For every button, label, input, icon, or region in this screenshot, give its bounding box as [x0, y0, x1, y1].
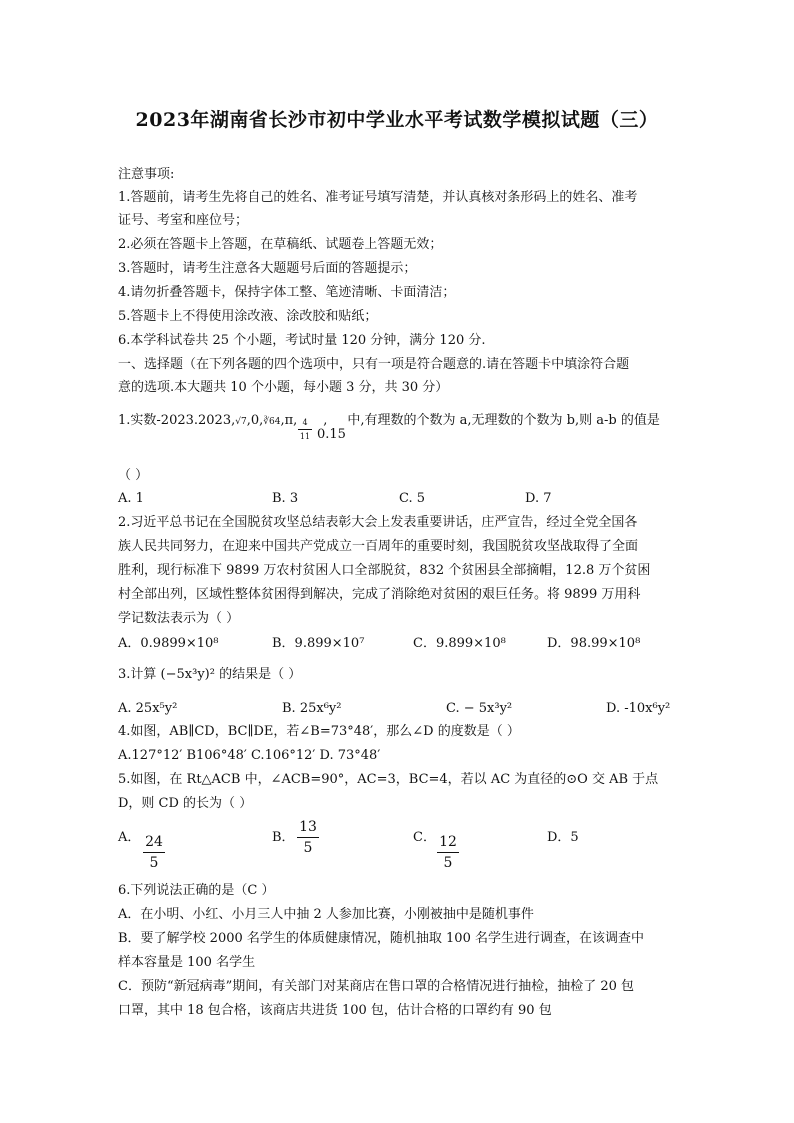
notice-item: 6.本学科试卷共 25 个小题，考试时量 120 分钟，满分 120 分. — [118, 333, 486, 348]
q6-line: B．要了解学校 2000 名学生的体质健康情况，随机抽取 100 名学生进行调查，在该调查中 — [118, 931, 644, 946]
q2-line: 族人民共同努力，在迎来中国共产党成立一百周年的重要时刻，我国脱贫攻坚战取得了全面 — [118, 539, 639, 554]
q3-option-a: A. 25x⁵y² — [118, 701, 178, 716]
q6-line: 6.下列说法正确的是（C ） — [118, 883, 275, 898]
q5-option-a-label: A． — [118, 830, 141, 845]
q2-line: 学记数法表示为（ ） — [118, 611, 240, 626]
q1-option-d: D. 7 — [525, 491, 552, 506]
q5-c-den: 5 — [443, 855, 453, 871]
notice-item: 证号、考室和座位号； — [118, 213, 249, 228]
q1-text-e: 中,有理数的个数为 a,无理数的个数为 b,则 a-b 的值是 — [347, 413, 660, 428]
q2-line: 胜利，现行标准下 9899 万农村贫困人口全部脱贫，832 个贫困县全部摘帽，12.8 万个贫困 — [118, 563, 651, 578]
q3-option-d: D. -10x⁶y² — [606, 701, 671, 716]
q1-frac-num: 4 — [302, 418, 308, 427]
q6-line: A．在小明、小红、小月三人中抽 2 人参加比赛，小刚被抽中是随机事件 — [118, 907, 534, 922]
question-1-line — [118, 412, 678, 431]
q2-option-c: C．9.899×10⁸ — [413, 636, 506, 651]
q5-option-a-fraction — [143, 834, 165, 871]
q1-option-a: A. 1 — [118, 491, 144, 506]
q3-option-b: B. 25x⁶y² — [282, 701, 342, 716]
q6-line: 样本容量是 100 名学生 — [118, 955, 256, 970]
q1-fraction — [298, 418, 312, 441]
q5-option-b-fraction — [297, 819, 319, 856]
q5-a-num: 24 — [145, 834, 163, 850]
q1-text-c: ,π, — [280, 413, 298, 428]
notice-item: 2.必须在答题卡上答题，在草稿纸、试题卷上答题无效； — [118, 237, 443, 252]
q5-option-b-label: B． — [272, 830, 295, 845]
q1-sqrt7: √7 — [235, 417, 247, 427]
q1-cbrt64: ∛64 — [263, 417, 281, 427]
q5-c-num: 12 — [439, 834, 457, 850]
notice-item: 3.答题时，请考生注意各大题题号后面的答题提示； — [118, 261, 417, 276]
page-title: 2023年湖南省长沙市初中学业水平考试数学模拟试题（三） — [135, 109, 659, 131]
q5-b-den: 5 — [303, 840, 313, 856]
q1-text-a: 1.实数-2023.2023, — [118, 413, 236, 428]
q1-answer-paren: （ ） — [118, 468, 149, 483]
q4-options: A.127°12′ B106°48′ C.106°12′ D. 73°48′ — [118, 748, 381, 763]
q2-option-d: D．98.99×10⁸ — [547, 636, 641, 651]
notice-item: 5.答题卡上不得使用涂改液、涂改胶和贴纸； — [118, 309, 378, 324]
q5-a-den: 5 — [149, 855, 159, 871]
q1-option-c: C. 5 — [399, 491, 426, 506]
q5-option-c-label: C． — [413, 830, 436, 845]
q3-option-c: C. − 5x³y² — [446, 701, 513, 716]
q5-b-num: 13 — [299, 819, 317, 835]
q1-frac-den: 11 — [299, 432, 311, 441]
q1-repeating-decimal: 0.15 — [317, 427, 346, 442]
notice-item: 1.答题前，请考生先将自己的姓名、准考证号填写清楚，并认真核对条形码上的姓名、准考 — [118, 190, 638, 205]
notice-heading: 注意事项: — [118, 167, 175, 182]
q2-option-a: A．0.9899×10⁸ — [118, 636, 219, 651]
q2-line: 村全部出列，区域性整体贫困得到解决，完成了消除绝对贫困的艰巨任务。将 9899 万用科 — [118, 587, 641, 602]
q4-text: 4.如图，AB∥CD，BC∥DE，若∠B=73°48′，那么∠D 的度数是（ ） — [118, 724, 520, 739]
q2-line: 2.习近平总书记在全国脱贫攻坚总结表彰大会上发表重要讲话，庄严宣告，经过全党全国各 — [118, 515, 638, 530]
section-heading-cont: 意的选项.本大题共 10 个小题，每小题 3 分，共 30 分） — [118, 380, 449, 395]
q5-option-c-fraction — [437, 834, 459, 871]
q1-text-b: ,0, — [246, 413, 264, 428]
notice-item: 4.请勿折叠答题卡，保持字体工整、笔迹清晰、卡面清洁； — [118, 285, 456, 300]
q1-option-b: B. 3 — [272, 491, 299, 506]
q3-text: 3.计算 (−5x³y)² 的结果是（ ） — [118, 667, 302, 682]
q5-option-d: D．5 — [547, 830, 579, 845]
q6-line: C．预防“新冠病毒”期间，有关部门对某商店在售口罩的合格情况进行抽检，抽检了 20 包 — [118, 979, 635, 994]
q2-option-b: B．9.899×10⁷ — [272, 636, 365, 651]
q1-text-d: , — [323, 413, 328, 428]
q5-line: D，则 CD 的长为（ ） — [118, 796, 253, 811]
q6-line: 口罩，其中 18 包合格，该商店共进货 100 包，估计合格的口罩约有 90 包 — [118, 1003, 552, 1018]
q5-line: 5.如图，在 Rt△ACB 中，∠ACB=90°，AC=3，BC=4，若以 AC 为直径的⊙O 交 AB 于点 — [118, 772, 659, 787]
section-heading: 一、选择题（在下列各题的四个选项中，只有一项是符合题意的.请在答题卡中填涂符合题 — [118, 357, 630, 372]
